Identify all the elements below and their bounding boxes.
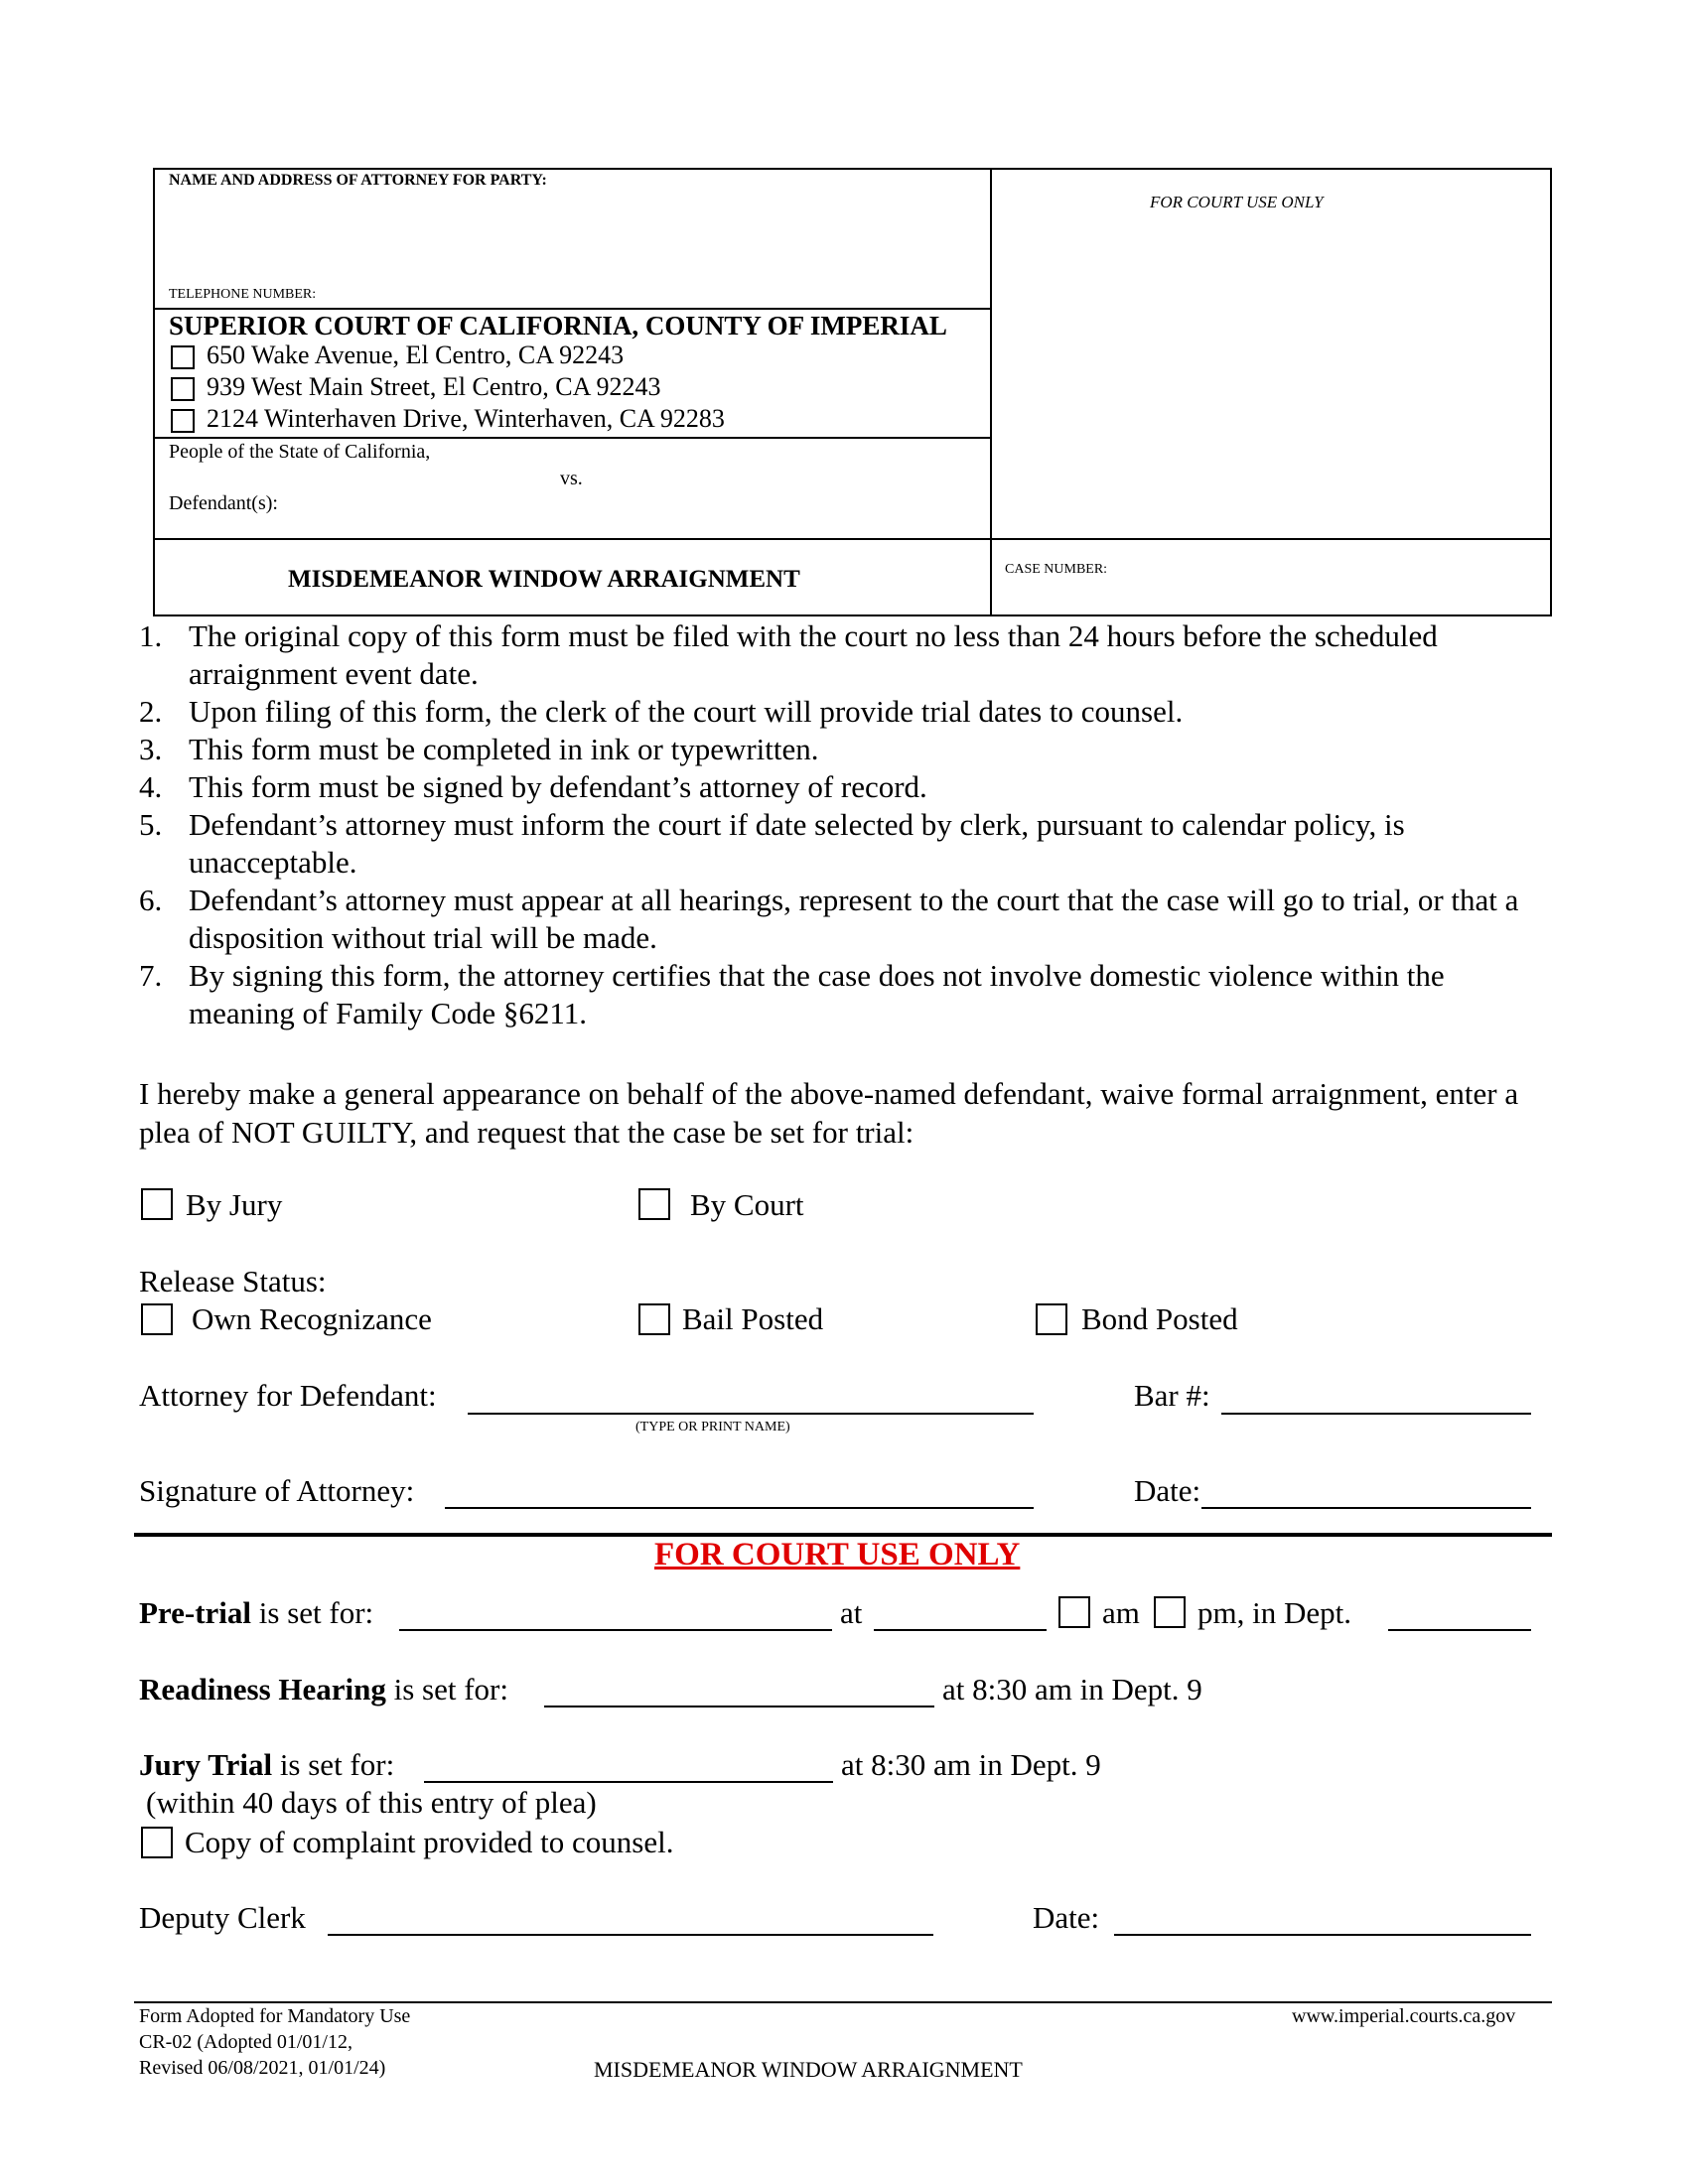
instruction-item: 3. This form must be completed in ink or typewritten. [139,732,819,766]
bond-posted-label: Bond Posted [1081,1301,1238,1336]
address-3: 2124 Winterhaven Drive, Winterhaven, CA 92283 [207,404,725,433]
caption-divider-vertical [990,168,992,616]
readiness-label: Readiness Hearing is set for: [139,1672,508,1706]
footer-website[interactable]: www.imperial.courts.ca.gov [1292,2005,1516,2027]
footer-line-1: Form Adopted for Mandatory Use [139,2005,411,2027]
clerk-date-field[interactable] [1114,1934,1531,1936]
address-1-checkbox[interactable] [171,345,195,369]
signature-label: Signature of Attorney: [139,1473,415,1508]
instructions-list [139,617,1549,1032]
footer-rule [134,2001,1552,2003]
address-3-checkbox[interactable] [171,409,195,433]
readiness-date-field[interactable] [544,1706,934,1707]
footer-title: MISDEMEANOR WINDOW ARRAIGNMENT [594,2057,1023,2082]
by-jury-checkbox[interactable] [141,1188,173,1220]
bond-posted-checkbox[interactable] [1036,1303,1067,1335]
vs-label: vs. [560,468,583,489]
plaintiff-label: People of the State of California, [169,441,431,463]
am-label: am [1102,1595,1140,1630]
bar-number-field[interactable] [1221,1413,1531,1415]
instruction-item: 5. Defendant’s attorney must inform the court if date selected by clerk, pursuant to calendar policy, is unacceptable. [139,807,1405,880]
telephone-label: TELEPHONE NUMBER: [169,287,317,302]
pretrial-dept-field[interactable] [1388,1629,1531,1631]
type-or-print-hint: (TYPE OR PRINT NAME) [635,1420,790,1434]
pretrial-label: Pre-trial is set for: [139,1595,374,1630]
defendant-label: Defendant(s): [169,492,278,514]
own-recognizance-checkbox[interactable] [141,1303,173,1335]
address-2-checkbox[interactable] [171,377,195,401]
address-1: 650 Wake Avenue, El Centro, CA 92243 [207,341,625,369]
instruction-item: 4. This form must be signed by defendant’s attorney of record. [139,769,927,804]
caption-divider-title [153,538,1552,540]
pretrial-time-field[interactable] [874,1629,1047,1631]
court-name: SUPERIOR COURT OF CALIFORNIA, COUNTY OF IMPERIAL [169,311,947,341]
pm-dept-label: pm, in Dept. [1197,1595,1351,1630]
instruction-item: 6. Defendant’s attorney must appear at all hearings, represent to the court that the case will go to trial, or that a disposition without trial will be made. [139,883,1519,955]
instruction-item: 1. The original copy of this form must be filed with the court no less than 24 hours before the scheduled arraignment event date. [139,618,1438,691]
deputy-clerk-field[interactable] [328,1934,933,1936]
attorney-for-defendant-label: Attorney for Defendant: [139,1378,437,1413]
own-recognizance-label: Own Recognizance [192,1301,432,1336]
bail-posted-label: Bail Posted [682,1301,824,1336]
instruction-item: 2. Upon filing of this form, the clerk of the court will provide trial dates to counsel. [139,694,1184,729]
instruction-item: 7. By signing this form, the attorney certifies that the case does not involve domestic violence within the meaning of Family Code §6211. [139,958,1445,1030]
appearance-text: I hereby make a general appearance on behalf of the above-named defendant, waive formal arraignment, enter a plea of NOT GUILTY, and request that the case be set for trial: [139,1076,1519,1150]
attorney-label: NAME AND ADDRESS OF ATTORNEY FOR PARTY: [169,172,547,189]
footer-line-3: Revised 06/08/2021, 01/01/24) [139,2057,386,2079]
clerk-date-label: Date: [1033,1900,1100,1935]
pm-checkbox[interactable] [1154,1596,1186,1628]
case-number-label: CASE NUMBER: [1005,562,1108,577]
jury-trial-date-field[interactable] [424,1781,833,1783]
copy-complaint-label: Copy of complaint provided to counsel. [185,1825,674,1859]
attorney-date-field[interactable] [1201,1507,1531,1509]
signature-field[interactable] [445,1507,1034,1509]
jury-trial-time: at 8:30 am in Dept. 9 [841,1747,1101,1782]
by-court-checkbox[interactable] [638,1188,670,1220]
deputy-clerk-label: Deputy Clerk [139,1900,306,1935]
attorney-date-label: Date: [1134,1473,1201,1508]
form-title: MISDEMEANOR WINDOW ARRAIGNMENT [288,566,800,593]
copy-complaint-checkbox[interactable] [141,1827,173,1858]
am-checkbox[interactable] [1058,1596,1090,1628]
pretrial-at-label: at [840,1595,863,1630]
attorney-name-field[interactable] [468,1413,1034,1415]
by-jury-label: By Jury [186,1187,283,1222]
footer-line-2: CR-02 (Adopted 01/01/12, [139,2031,352,2053]
caption-divider-court [153,308,990,310]
address-2: 939 West Main Street, El Centro, CA 92243 [207,372,661,401]
court-use-heading: FOR COURT USE ONLY [654,1537,1021,1572]
bar-number-label: Bar #: [1134,1378,1210,1413]
jury-trial-label: Jury Trial is set for: [139,1747,395,1782]
court-use-label: FOR COURT USE ONLY [1150,193,1324,211]
jury-trial-note: (within 40 days of this entry of plea) [146,1785,597,1820]
readiness-time: at 8:30 am in Dept. 9 [942,1672,1202,1706]
bail-posted-checkbox[interactable] [638,1303,670,1335]
caption-divider-parties [153,437,990,439]
by-court-label: By Court [690,1187,804,1222]
pretrial-date-field[interactable] [399,1629,832,1631]
release-status-label: Release Status: [139,1264,327,1298]
